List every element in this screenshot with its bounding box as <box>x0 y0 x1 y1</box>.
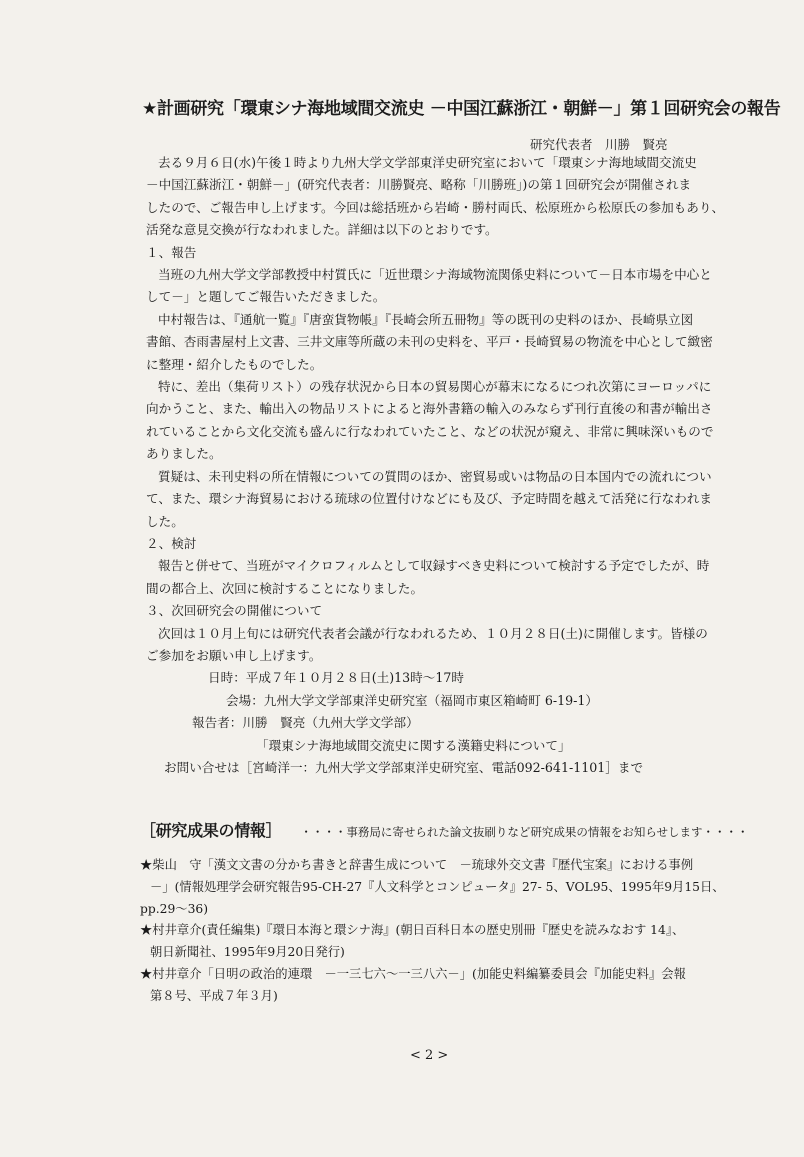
publication-line: pp.29～36) <box>140 901 209 916</box>
representative-line: 研究代表者 川勝 賢亮 <box>530 137 668 152</box>
paragraph-line: に整理・紹介したものでした。 <box>146 356 323 372</box>
meeting-venue: 会場：九州大学文学部東洋史研究室（福岡市東区箱崎町 6-19-1） <box>226 692 599 708</box>
paragraph-line: 当班の九州大学文学部教授中村質氏に「近世環シナ海域物流関係史料について－日本市場を中心と <box>158 267 712 283</box>
paragraph-line: 間の都合上、次回に検討することになりました。 <box>146 580 424 596</box>
publication-item <box>140 964 755 1008</box>
intro-line: 去る９月６日(水)午後１時より九州大学文学部東洋史研究室において「環東シナ海地域間交流史 <box>158 155 697 170</box>
research-results-header <box>140 818 760 841</box>
section-heading-next-meeting: ３、次回研究会の開催について <box>146 603 323 619</box>
publication-list <box>140 855 755 1008</box>
publication-item <box>140 920 755 964</box>
section-heading-report: １、報告 <box>146 244 197 260</box>
paragraph-line: した。 <box>146 513 184 529</box>
publication-line: ★村井章介「日明の政治的連環 －一三七六～一三八六－」(加能史料編纂委員会『加能史料』会報 <box>140 966 686 981</box>
paragraph-line: 向かうこと、また、輸出入の物品リストによると海外書籍の輸入のみならず刊行直後の和書が輸出さ <box>146 401 713 417</box>
research-results-subtitle: ・・・・事務局に寄せられた論文抜刷りなど研究成果の情報をお知らせします・・・・ <box>300 825 749 839</box>
publication-line: ★村井章介(責任編集)『環日本海と環シナ海』(朝日百科日本の歴史別冊『歴史を読みなおす 14』、 <box>140 923 685 938</box>
paragraph-line: 報告と併せて、当班がマイクロフィルムとして収録すべき史料について検討する予定でしたが、時 <box>158 558 710 574</box>
report-body <box>146 152 756 779</box>
paragraph-line: ご参加をお願い申し上げます。 <box>146 647 322 663</box>
paragraph-line: 質疑は、未刊史料の所在情報についての質問のほか、密貿易或いは物品の日本国内での流れについ <box>158 468 712 484</box>
publication-line: 朝日新聞社、1995年9月20日発行) <box>150 945 345 960</box>
meeting-reporter: 報告者：川勝 賢亮（九州大学文学部） <box>192 715 419 731</box>
paragraph-line: れていることから文化交流も盛んに行なわれていたこと、などの状況が窺え、非常に興味深いもので <box>146 423 714 439</box>
meeting-topic: 「環東シナ海地域間交流史に関する漢籍史料について」 <box>256 737 571 753</box>
paragraph-line: 次回は１０月上旬には研究代表者会議が行なわれるため、１０月２８日(土)に開催します。皆様の <box>158 625 708 641</box>
paragraph-line: 特に、差出（集荷リスト）の残存状況から日本の貿易関心が幕末になるにつれ次第にヨーロッパに <box>158 379 712 395</box>
meeting-datetime: 日時：平成７年１０月２８日(土)13時～17時 <box>208 670 464 686</box>
paragraph-line: 書館、杏雨書屋村上文書、三井文庫等所蔵の未刊の史料を、平戸・長崎貿易の物流を中心として緻密 <box>146 334 713 350</box>
paragraph-line: ありました。 <box>146 446 222 462</box>
publication-item <box>140 855 755 920</box>
publication-line: －」(情報処理学会研究報告95-CH-27『人文科学とコンピュータ』27- 5、VOL95、1995年9月15日、 <box>150 879 725 894</box>
intro-line: したので、ご報告申し上げます。今回は総括班から岩崎・勝村両氏、松原班から松原氏の参加もあり、 <box>146 199 725 215</box>
research-results-title: ［研究成果の情報］ <box>140 821 282 840</box>
paragraph-line: 中村報告は、『通航一覧』『唐蛮貨物帳』『長崎会所五冊物』等の既刊の史料のほか、長崎県立図 <box>158 311 694 327</box>
paragraph-line: て、また、環シナ海貿易における琉球の位置付けなどにも及び、予定時間を越えて活発に行なわれま <box>146 491 712 507</box>
report-title: ★計画研究「環東シナ海地域間交流史 －中国江蘇浙江・朝鮮－」第１回研究会の報告 <box>142 99 781 119</box>
intro-line: －中国江蘇浙江・朝鮮－」(研究代表者：川勝賢亮、略称「川勝班」)の第１回研究会が開催されま <box>146 177 692 193</box>
publication-line: 第８号、平成７年３月) <box>150 988 278 1003</box>
meeting-contact: お問い合せは［宮崎洋一：九州大学文学部東洋史研究室、電話092-641-1101］まで <box>164 759 644 775</box>
intro-line: 活発な意見交換が行なわれました。詳細は以下のとおりです。 <box>146 222 498 238</box>
publication-line: ★柴山 守「漢文文書の分かち書きと辞書生成について －琉球外交文書『歴代宝案』における事例 <box>140 858 694 872</box>
paragraph-line: して－」と題してご報告いただきました。 <box>146 289 386 305</box>
section-heading-review: ２、検討 <box>146 535 197 551</box>
page-number: < 2 > <box>410 1048 449 1063</box>
